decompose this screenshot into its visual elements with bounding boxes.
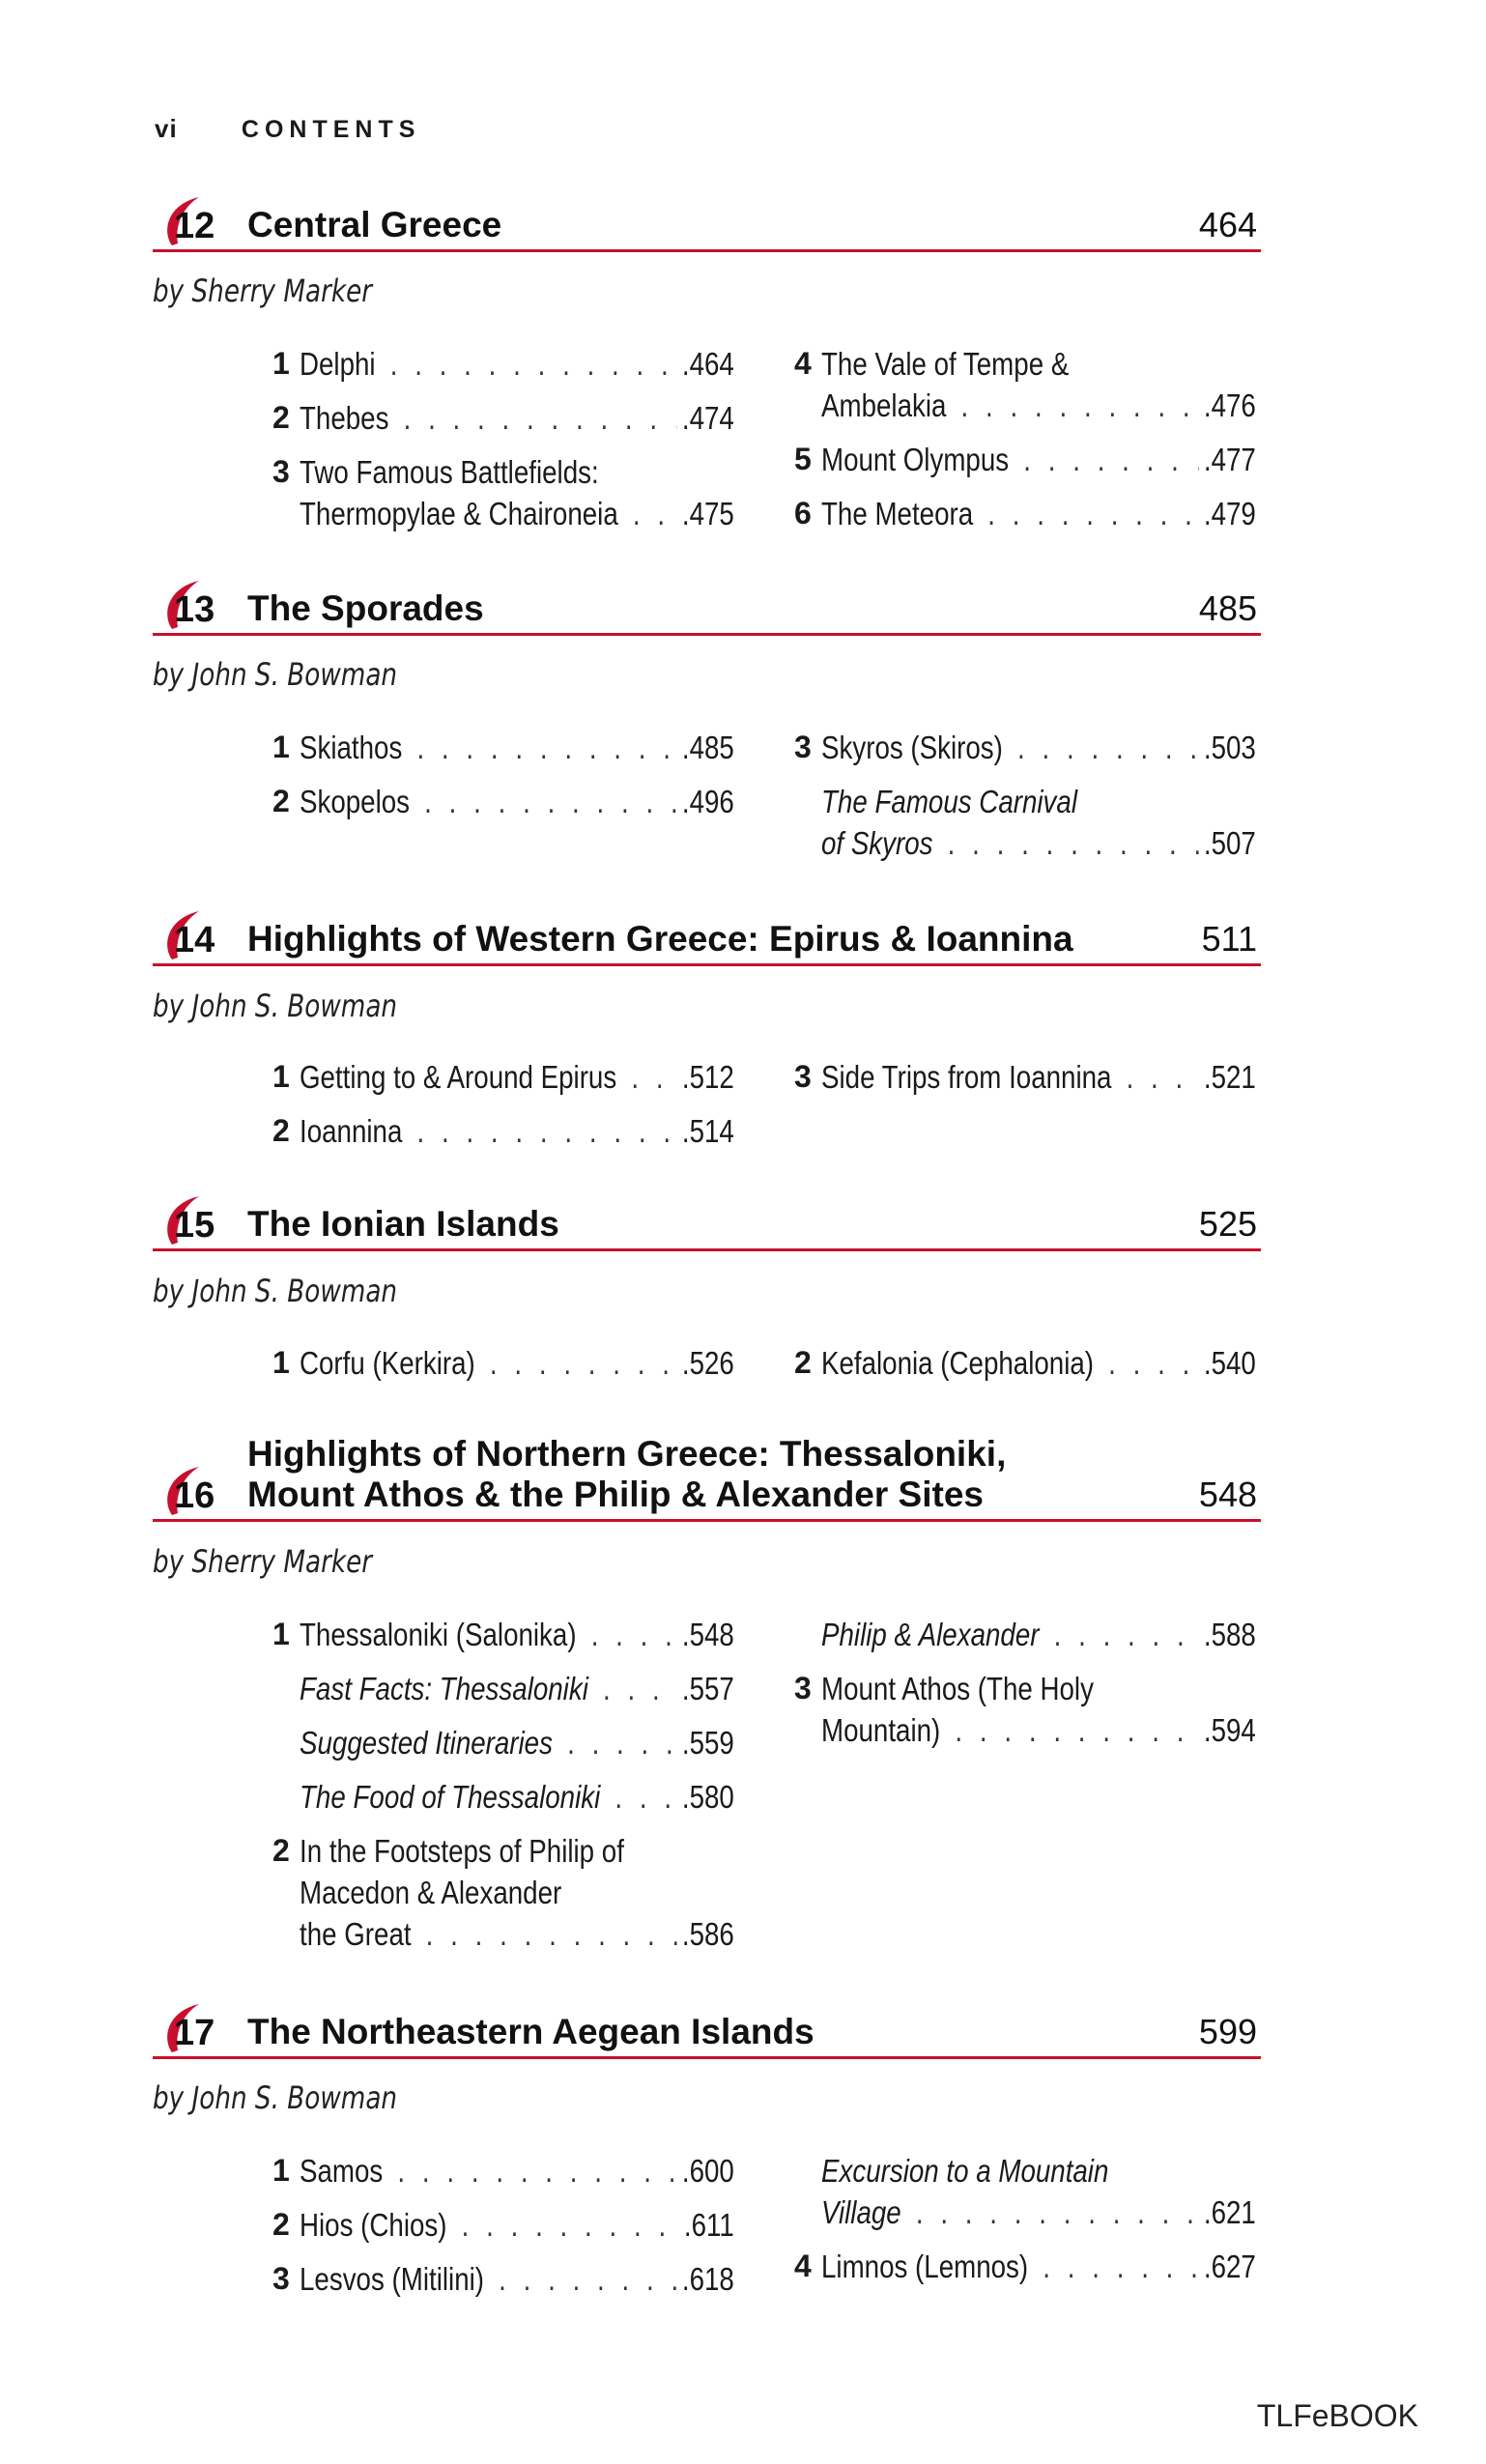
toc-entry-body bbox=[821, 1342, 1256, 1384]
toc-entry-page: .485 bbox=[681, 730, 734, 765]
toc-entry-line bbox=[821, 2246, 1256, 2287]
chapter-title[interactable]: The Ionian Islands bbox=[247, 1204, 559, 1244]
leader-dots bbox=[987, 493, 1199, 534]
toc-entry-text: Thessaloniki (Salonika) bbox=[300, 1617, 577, 1652]
toc-entry-line bbox=[300, 1614, 734, 1655]
toc-entry[interactable] bbox=[794, 1342, 1256, 1384]
toc-entry-page: .512 bbox=[681, 1059, 734, 1095]
leader-dots bbox=[490, 1342, 677, 1384]
toc-entry-line bbox=[300, 2204, 734, 2246]
toc-entry[interactable] bbox=[272, 2258, 734, 2300]
leader-dots bbox=[1043, 2246, 1199, 2287]
chapter-heading[interactable] bbox=[153, 909, 1261, 966]
toc-entry[interactable] bbox=[794, 343, 1256, 426]
chapter-title[interactable]: The Northeastern Aegean Islands bbox=[247, 2012, 814, 2051]
chapter-page-number: 548 bbox=[1198, 1475, 1257, 1514]
toc-entry-body bbox=[300, 2258, 734, 2300]
toc-column-right bbox=[794, 343, 1256, 547]
leader-dots bbox=[961, 385, 1199, 426]
toc-entry-text: Suggested Itineraries bbox=[300, 1725, 553, 1761]
toc-entry-page: .496 bbox=[681, 784, 734, 819]
toc-entry-body bbox=[300, 727, 734, 768]
toc-entry[interactable] bbox=[272, 1056, 734, 1098]
toc-entry-line bbox=[821, 2192, 1256, 2233]
toc-entry-line bbox=[300, 1342, 734, 1384]
toc-entry[interactable] bbox=[794, 1056, 1256, 1098]
toc-entry-body bbox=[821, 439, 1256, 480]
page-number: vi bbox=[155, 114, 178, 143]
toc-entry-body bbox=[300, 1056, 734, 1098]
toc-entry-number: 4 bbox=[794, 346, 812, 381]
chapter-number bbox=[160, 907, 222, 961]
toc-entry-text: The Vale of Tempe & bbox=[821, 346, 1070, 382]
toc-entry-body bbox=[300, 1830, 734, 1955]
leader-dots bbox=[614, 1776, 676, 1818]
toc-entry-body bbox=[821, 1056, 1256, 1098]
toc-entry-text: of Skyros bbox=[821, 825, 933, 861]
toc-entry-number: 3 bbox=[794, 1671, 812, 1705]
chapter-byline: by Sherry Marker bbox=[153, 272, 373, 309]
toc-column-left bbox=[272, 1056, 734, 1164]
toc-entry-text: the Great bbox=[300, 1916, 412, 1952]
toc-entry[interactable] bbox=[300, 1776, 734, 1818]
toc-entry[interactable] bbox=[272, 1110, 734, 1152]
toc-entry-line bbox=[300, 1776, 734, 1818]
chapter-heading[interactable] bbox=[153, 2002, 1261, 2059]
toc-entry[interactable] bbox=[272, 781, 734, 822]
toc-entry-page: .559 bbox=[681, 1725, 734, 1761]
chapter-page-number: 485 bbox=[1198, 588, 1257, 628]
toc-entry-number: 2 bbox=[272, 784, 290, 818]
toc-column-right bbox=[794, 2150, 1256, 2300]
toc-entry-page: .586 bbox=[681, 1916, 734, 1952]
toc-entry[interactable] bbox=[300, 1722, 734, 1763]
chapter-byline: by John S. Bowman bbox=[153, 988, 398, 1024]
toc-entry-number: 5 bbox=[794, 442, 812, 476]
chapter-number bbox=[160, 1192, 222, 1246]
toc-entry-text: Village bbox=[821, 2194, 901, 2230]
chapter-byline: by John S. Bowman bbox=[153, 2079, 398, 2116]
toc-entry-body bbox=[821, 1614, 1256, 1655]
toc-entry-text: In the Footsteps of Philip of bbox=[300, 1833, 624, 1869]
toc-entry-page: .557 bbox=[681, 1671, 734, 1706]
chapter-number-text: 15 bbox=[174, 1205, 215, 1246]
chapter-number bbox=[160, 2000, 222, 2054]
toc-entry[interactable] bbox=[272, 2204, 734, 2246]
toc-entry-line bbox=[300, 1913, 734, 1955]
leader-dots bbox=[948, 822, 1199, 864]
toc-entry-line bbox=[300, 1722, 734, 1763]
chapter-number bbox=[160, 577, 222, 631]
toc-entry-text: Thermopylae & Chaironeia bbox=[300, 496, 618, 531]
toc-entry[interactable] bbox=[794, 2246, 1256, 2287]
chapter-heading[interactable] bbox=[153, 1194, 1261, 1251]
leader-dots bbox=[916, 2192, 1199, 2233]
toc-entry-body bbox=[300, 1342, 734, 1384]
toc-entry[interactable] bbox=[821, 781, 1256, 864]
toc-entry[interactable] bbox=[272, 727, 734, 768]
toc-entry-text: Two Famous Battlefields: bbox=[300, 454, 599, 490]
leader-dots bbox=[603, 1668, 677, 1709]
toc-entry-page: .600 bbox=[681, 2153, 734, 2189]
toc-entry-body bbox=[300, 397, 734, 439]
chapter-title-line: Mount Athos & the Philip & Alexander Sites bbox=[247, 1475, 984, 1514]
toc-column-left bbox=[272, 727, 734, 835]
chapter-byline: by John S. Bowman bbox=[153, 656, 398, 693]
toc-column-left bbox=[272, 1342, 734, 1396]
toc-entry-line bbox=[300, 727, 734, 768]
toc-entry-line bbox=[821, 1709, 1256, 1751]
toc-entry-body bbox=[300, 1110, 734, 1152]
chapter-number-text: 14 bbox=[174, 920, 215, 960]
chapter-title-line: Highlights of Northern Greece: Thessaloniki, bbox=[247, 1434, 1007, 1474]
leader-dots bbox=[462, 2204, 679, 2246]
toc-entry-page: .594 bbox=[1203, 1712, 1256, 1748]
toc-entry-text: The Meteora bbox=[821, 496, 974, 531]
toc-entry-text: Getting to & Around Epirus bbox=[300, 1059, 617, 1095]
chapter-byline: by Sherry Marker bbox=[153, 1543, 373, 1580]
chapter-number-text: 12 bbox=[174, 206, 215, 246]
chapter-heading[interactable] bbox=[153, 579, 1261, 636]
toc-entry-text: Mount Athos (The Holy bbox=[821, 1671, 1094, 1706]
chapter-title[interactable]: Central Greece bbox=[247, 205, 502, 244]
toc-entry[interactable] bbox=[794, 1668, 1256, 1751]
toc-entry-number: 1 bbox=[272, 2153, 290, 2188]
toc-entry-text: The Food of Thessaloniki bbox=[300, 1779, 601, 1815]
toc-entry-text: Fast Facts: Thessaloniki bbox=[300, 1671, 588, 1706]
toc-entry-page: .580 bbox=[681, 1779, 734, 1815]
toc-column-right bbox=[794, 1342, 1256, 1396]
toc-entry[interactable] bbox=[794, 439, 1256, 480]
chapter-title[interactable]: The Sporades bbox=[247, 588, 484, 628]
leader-dots bbox=[426, 1913, 677, 1955]
leader-dots bbox=[591, 1614, 677, 1655]
toc-entry-body bbox=[821, 727, 1256, 768]
toc-entry-line bbox=[300, 1668, 734, 1709]
chapter-heading[interactable] bbox=[153, 1424, 1261, 1522]
toc-entry[interactable] bbox=[272, 343, 734, 385]
chapter-number bbox=[160, 193, 222, 247]
leader-dots bbox=[1054, 1614, 1199, 1655]
toc-entry-number: 6 bbox=[794, 496, 812, 530]
chapter-byline: by John S. Bowman bbox=[153, 1273, 398, 1309]
toc-entry[interactable] bbox=[794, 727, 1256, 768]
toc-entry-number: 2 bbox=[794, 1345, 812, 1380]
leader-dots bbox=[567, 1722, 677, 1763]
toc-entry-text: Skopelos bbox=[300, 784, 411, 819]
chapter-page-number: 511 bbox=[1201, 919, 1257, 959]
toc-entry-page: .464 bbox=[681, 346, 734, 382]
toc-entry-text: Ambelakia bbox=[821, 387, 947, 423]
chapter-heading[interactable] bbox=[153, 195, 1261, 252]
toc-entry-page: .475 bbox=[681, 496, 734, 531]
chapter-number-text: 17 bbox=[174, 2013, 215, 2053]
toc-entry-number: 3 bbox=[272, 2261, 290, 2296]
chapter-number bbox=[160, 1463, 222, 1517]
toc-entry-body bbox=[821, 1668, 1256, 1751]
leader-dots bbox=[1127, 1056, 1199, 1098]
chapter-number-text: 16 bbox=[174, 1476, 215, 1516]
toc-entry-text: Philip & Alexander bbox=[821, 1617, 1040, 1652]
toc-entry[interactable] bbox=[272, 1614, 734, 1655]
leader-dots bbox=[955, 1709, 1198, 1751]
toc-entry-number: 3 bbox=[794, 1059, 812, 1094]
toc-entry-number: 2 bbox=[272, 1833, 290, 1868]
toc-entry-line bbox=[821, 727, 1256, 768]
toc-entry-line bbox=[300, 1110, 734, 1152]
toc-entry-page: .476 bbox=[1203, 387, 1256, 423]
toc-entry-line bbox=[821, 1614, 1256, 1655]
toc-entry-number: 2 bbox=[272, 1113, 290, 1148]
toc-entry-text: Mountain) bbox=[821, 1712, 941, 1748]
toc-entry-text: Samos bbox=[300, 2153, 384, 2189]
toc-entry-body bbox=[300, 451, 734, 534]
toc-entry-page: .477 bbox=[1203, 442, 1256, 477]
toc-entry-page: .588 bbox=[1203, 1617, 1256, 1652]
toc-entry-text: Kefalonia (Cephalonia) bbox=[821, 1345, 1095, 1381]
toc-entry[interactable] bbox=[272, 2150, 734, 2192]
running-title: CONTENTS bbox=[241, 116, 421, 143]
leader-dots bbox=[416, 727, 676, 768]
toc-entry-body bbox=[300, 781, 734, 822]
toc-entry-body bbox=[300, 1776, 734, 1818]
leader-dots bbox=[631, 1056, 676, 1098]
toc-entry-number: 1 bbox=[272, 730, 290, 764]
leader-dots bbox=[404, 397, 677, 439]
toc-entry-text: Macedon & Alexander bbox=[300, 1875, 562, 1910]
toc-entry-line bbox=[821, 822, 1256, 864]
toc-entry-number: 3 bbox=[272, 454, 290, 489]
leader-dots bbox=[1023, 439, 1199, 480]
running-head bbox=[155, 114, 420, 144]
toc-entry-page: .621 bbox=[1203, 2194, 1256, 2230]
leader-dots bbox=[397, 2150, 676, 2192]
toc-entry-page: .474 bbox=[681, 400, 734, 436]
toc-entry-number: 2 bbox=[272, 400, 290, 435]
toc-entry-text: Side Trips from Ioannina bbox=[821, 1059, 1112, 1095]
toc-column-right bbox=[794, 727, 1256, 876]
toc-column-left bbox=[272, 2150, 734, 2312]
chapter-title[interactable]: Highlights of Western Greece: Epirus & Ioannina bbox=[247, 919, 1073, 959]
toc-entry-line bbox=[300, 397, 734, 439]
chapter-page-number: 464 bbox=[1198, 205, 1257, 244]
toc-entry-page: .611 bbox=[683, 2207, 734, 2243]
toc-entry-body bbox=[821, 343, 1256, 426]
toc-entry-text: Skyros (Skiros) bbox=[821, 730, 1003, 765]
toc-entry-text: Thebes bbox=[300, 400, 389, 436]
leader-dots bbox=[499, 2258, 677, 2300]
toc-entry-line bbox=[300, 2150, 734, 2192]
leader-dots bbox=[633, 493, 677, 534]
toc-entry[interactable] bbox=[272, 1830, 734, 1955]
toc-entry-page: .479 bbox=[1203, 496, 1256, 531]
toc-entry-page: .514 bbox=[681, 1113, 734, 1149]
toc-entry-text: Hios (Chios) bbox=[300, 2207, 447, 2243]
toc-column-right bbox=[794, 1614, 1256, 1763]
chapter-title[interactable] bbox=[247, 1434, 1006, 1515]
toc-entry-text: Excursion to a Mountain bbox=[821, 2153, 1109, 2189]
toc-entry-text: Ioannina bbox=[300, 1113, 403, 1149]
toc-entry-text: The Famous Carnival bbox=[821, 784, 1077, 819]
toc-entry-line bbox=[821, 439, 1256, 480]
toc-entry-number: 2 bbox=[272, 2207, 290, 2242]
toc-entry-page: .526 bbox=[681, 1345, 734, 1381]
toc-entry-line bbox=[821, 1056, 1256, 1098]
toc-entry-number: 1 bbox=[272, 1059, 290, 1094]
leader-dots bbox=[1017, 727, 1199, 768]
toc-entry-page: .507 bbox=[1203, 825, 1256, 861]
toc-entry-body bbox=[300, 1614, 734, 1655]
toc-entry-page: .627 bbox=[1203, 2249, 1256, 2284]
toc-entry[interactable] bbox=[272, 1342, 734, 1384]
toc-entry-text: Corfu (Kerkira) bbox=[300, 1345, 475, 1381]
toc-entry-line bbox=[821, 385, 1256, 426]
toc-entry-body bbox=[300, 2204, 734, 2246]
toc-entry-body bbox=[821, 493, 1256, 534]
footer-watermark: TLFeBOOK bbox=[1256, 2398, 1418, 2433]
chapter-page-number: 525 bbox=[1198, 1204, 1257, 1244]
toc-entry-line bbox=[821, 493, 1256, 534]
toc-entry-number: 1 bbox=[272, 346, 290, 381]
toc-entry-number: 3 bbox=[794, 730, 812, 764]
toc-entry-body bbox=[300, 1668, 734, 1709]
toc-entry[interactable] bbox=[821, 2150, 1256, 2233]
toc-entry-page: .548 bbox=[681, 1617, 734, 1652]
leader-dots bbox=[1108, 1342, 1199, 1384]
toc-entry[interactable] bbox=[300, 1668, 734, 1709]
toc-entry[interactable] bbox=[794, 493, 1256, 534]
toc-entry-number: 1 bbox=[272, 1345, 290, 1380]
toc-column-left bbox=[272, 343, 734, 547]
toc-entry-number: 4 bbox=[794, 2249, 812, 2283]
toc-entry[interactable] bbox=[821, 1614, 1256, 1655]
toc-column-right bbox=[794, 1056, 1256, 1110]
toc-entry-text: Lesvos (Mitilini) bbox=[300, 2261, 484, 2297]
toc-entry-text: Limnos (Lemnos) bbox=[821, 2249, 1029, 2284]
toc-entry-body bbox=[300, 1722, 734, 1763]
toc-entry-page: .521 bbox=[1203, 1059, 1256, 1095]
toc-entry[interactable] bbox=[272, 397, 734, 439]
toc-column-left bbox=[272, 1614, 734, 1967]
chapter-number-text: 13 bbox=[174, 589, 215, 630]
toc-entry-number: 1 bbox=[272, 1617, 290, 1651]
toc-entry-body bbox=[300, 2150, 734, 2192]
toc-entry-line bbox=[300, 781, 734, 822]
toc-entry-body bbox=[821, 2246, 1256, 2287]
toc-entry-text: Skiathos bbox=[300, 730, 403, 765]
toc-entry-page: .540 bbox=[1203, 1345, 1256, 1381]
toc-entry-text: Delphi bbox=[300, 346, 376, 382]
toc-entry-page: .618 bbox=[681, 2261, 734, 2297]
toc-entry-line bbox=[300, 493, 734, 534]
toc-entry-body bbox=[821, 781, 1256, 864]
toc-entry-page: .503 bbox=[1203, 730, 1256, 765]
toc-entry-line bbox=[300, 343, 734, 385]
leader-dots bbox=[424, 781, 677, 822]
leader-dots bbox=[416, 1110, 676, 1152]
chapter-page-number: 599 bbox=[1198, 2012, 1257, 2051]
toc-entry[interactable] bbox=[272, 451, 734, 534]
leader-dots bbox=[390, 343, 677, 385]
toc-entry-line bbox=[300, 2258, 734, 2300]
toc-entry-body bbox=[300, 343, 734, 385]
toc-entry-line bbox=[821, 1342, 1256, 1384]
toc-entry-text: Mount Olympus bbox=[821, 442, 1010, 477]
toc-entry-body bbox=[821, 2150, 1256, 2233]
toc-entry-line bbox=[300, 1056, 734, 1098]
